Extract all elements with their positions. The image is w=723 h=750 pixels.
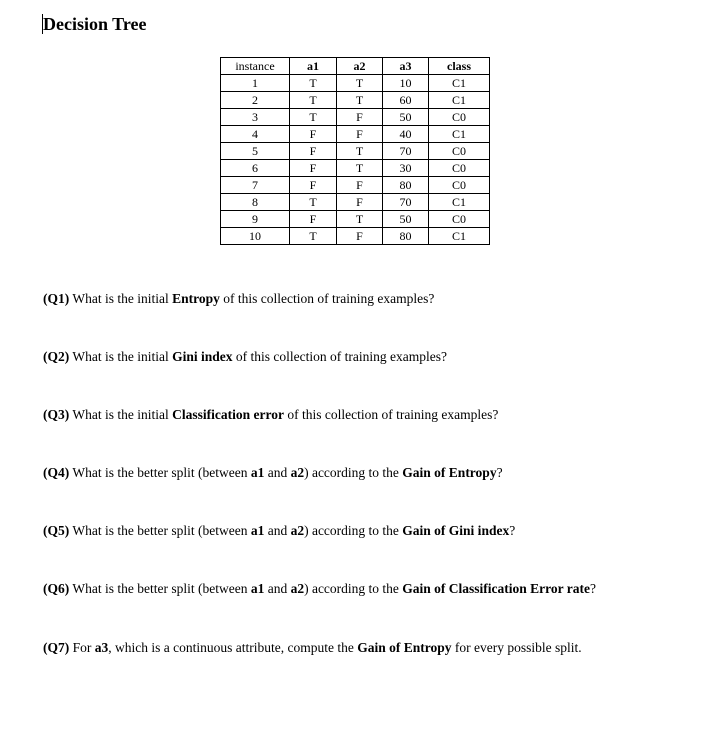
question-number: (Q7) [43,640,70,655]
question-text: ? [509,523,516,538]
cell-a1: F [290,143,337,160]
question-text: ) according to the [304,581,403,596]
header-class: class [429,58,490,75]
table-row [221,228,490,245]
cell-a1: F [290,126,337,143]
cell-a2: T [337,211,383,228]
cell-instance: 6 [221,160,290,177]
header-instance: instance [221,58,290,75]
question-5 [43,522,515,540]
cell-a2: F [337,228,383,245]
question-term: Gain of Entropy [357,640,452,655]
question-text: of this collection of training examples? [283,407,499,422]
cell-class: C0 [429,160,490,177]
question-7 [43,639,582,657]
question-term: Gain of Entropy [402,465,497,480]
question-text: What is the better split (between [69,465,251,480]
table-header-row [221,58,490,75]
cell-a2: T [337,75,383,92]
cell-class: C1 [429,194,490,211]
cell-class: C0 [429,211,490,228]
training-data-table [220,57,490,245]
question-number: (Q1) [43,291,70,306]
cell-a1: T [290,109,337,126]
cell-a3: 70 [383,143,429,160]
question-number: (Q6) [43,581,70,596]
table-row [221,143,490,160]
question-text: of this collection of training examples? [219,291,435,306]
cell-class: C1 [429,126,490,143]
cell-a1: F [290,211,337,228]
cell-instance: 7 [221,177,290,194]
cell-a3: 60 [383,92,429,109]
cell-instance: 3 [221,109,290,126]
question-number: (Q3) [43,407,70,422]
table-row [221,109,490,126]
cell-instance: 1 [221,75,290,92]
question-text: What is the initial [69,349,173,364]
question-term: a2 [290,581,305,596]
question-3 [43,406,498,424]
cell-a1: F [290,160,337,177]
cell-class: C0 [429,177,490,194]
header-a3: a3 [383,58,429,75]
cell-a2: T [337,143,383,160]
question-text: of this collection of training examples? [232,349,447,364]
cell-class: C0 [429,109,490,126]
question-text: and [264,465,291,480]
cell-class: C1 [429,75,490,92]
question-term: a1 [250,523,265,538]
cell-instance: 5 [221,143,290,160]
table-row [221,160,490,177]
cell-class: C1 [429,228,490,245]
question-text: For [69,640,95,655]
cell-instance: 2 [221,92,290,109]
table-row [221,194,490,211]
question-2 [43,348,447,366]
cell-a2: T [337,160,383,177]
question-text: What is the initial [69,291,173,306]
cell-instance: 4 [221,126,290,143]
page-title: Decision Tree [43,14,147,34]
question-term: a1 [250,581,265,596]
question-6 [43,580,596,598]
question-number: (Q2) [43,349,70,364]
question-text: and [264,581,291,596]
table-row [221,92,490,109]
question-text: ? [496,465,503,480]
cell-instance: 10 [221,228,290,245]
question-number: (Q4) [43,465,70,480]
cell-a1: T [290,194,337,211]
question-text: ) according to the [304,465,403,480]
cell-instance: 8 [221,194,290,211]
cell-a2: F [337,177,383,194]
cell-a3: 30 [383,160,429,177]
question-term: Gain of Classification Error rate [402,581,591,596]
question-text: ) according to the [304,523,403,538]
cell-class: C0 [429,143,490,160]
question-text: What is the initial [69,407,173,422]
cell-a3: 40 [383,126,429,143]
cell-instance: 9 [221,211,290,228]
table-row [221,211,490,228]
question-term: a3 [94,640,109,655]
question-1 [43,290,434,308]
cell-a1: T [290,92,337,109]
cell-a3: 80 [383,177,429,194]
question-term: Gain of Gini index [402,523,510,538]
question-text: and [264,523,291,538]
header-a2: a2 [337,58,383,75]
cell-a2: F [337,194,383,211]
question-4 [43,464,503,482]
cell-a3: 50 [383,211,429,228]
cell-a1: T [290,75,337,92]
question-text: ? [590,581,597,596]
table-row [221,177,490,194]
cell-a3: 50 [383,109,429,126]
table-row [221,126,490,143]
question-term: a2 [290,465,305,480]
cell-a2: F [337,109,383,126]
question-term: a2 [290,523,305,538]
header-a1: a1 [290,58,337,75]
question-term: Entropy [172,291,220,306]
question-term: a1 [250,465,265,480]
cell-a3: 10 [383,75,429,92]
question-text: What is the better split (between [69,523,251,538]
question-text: for every possible split. [451,640,582,655]
cell-a1: T [290,228,337,245]
question-text: , which is a continuous attribute, compute the [108,640,358,655]
cell-a2: T [337,92,383,109]
cell-a3: 70 [383,194,429,211]
cell-a3: 80 [383,228,429,245]
question-text: What is the better split (between [69,581,251,596]
question-term: Gini index [172,349,233,364]
question-term: Classification error [172,407,284,422]
table-row [221,75,490,92]
cell-a1: F [290,177,337,194]
question-number: (Q5) [43,523,70,538]
cell-class: C1 [429,92,490,109]
cell-a2: F [337,126,383,143]
